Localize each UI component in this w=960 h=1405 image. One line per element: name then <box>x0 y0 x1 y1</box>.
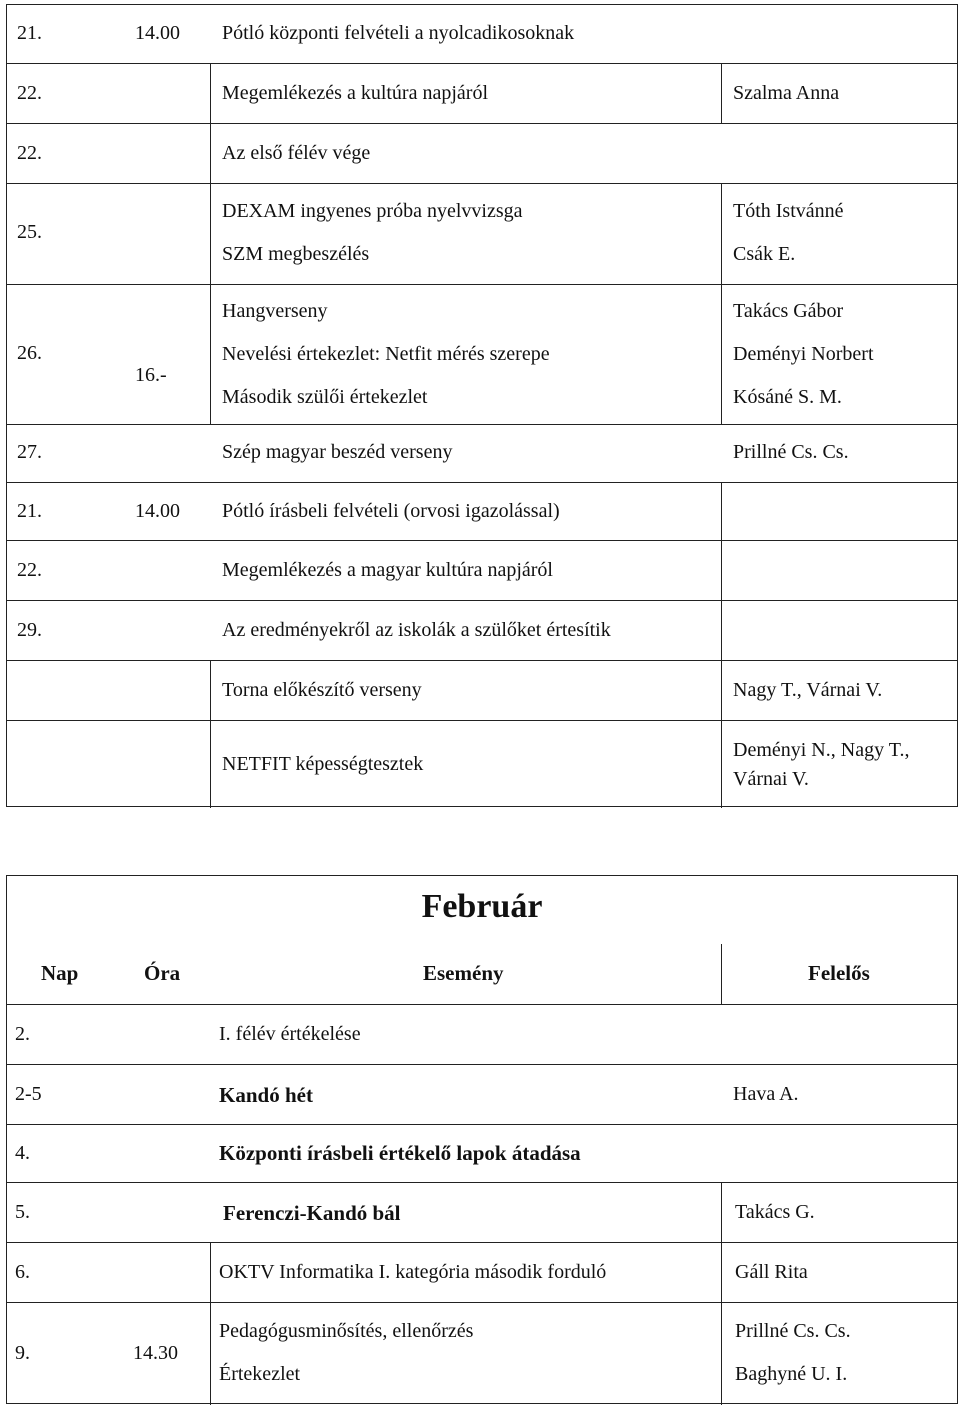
table-row <box>7 63 957 123</box>
day-cell: 27. <box>17 441 42 463</box>
day-cell: 5. <box>15 1201 30 1223</box>
day-cell: 6. <box>15 1261 30 1283</box>
day-cell: 2. <box>15 1023 30 1045</box>
event-cell: Megemlékezés a kultúra napjáról <box>222 82 488 104</box>
event-cell: Az eredményekről az iskolák a szülőket értesítik <box>222 619 611 641</box>
table-row <box>7 1182 957 1242</box>
responsible-cell: Csák E. <box>733 243 796 265</box>
event-cell: Az első félév vége <box>222 142 371 164</box>
event-cell: Központi írásbeli értékelő lapok átadása <box>219 1141 581 1165</box>
table-row <box>7 1124 957 1182</box>
table-row <box>7 5 957 63</box>
event-cell: Pótló írásbeli felvételi (orvosi igazolással) <box>222 500 560 522</box>
table-row <box>7 482 957 540</box>
day-cell: 21. <box>17 22 42 44</box>
day-cell: 26. <box>17 342 42 364</box>
event-cell: Szép magyar beszéd verseny <box>222 441 453 463</box>
header-responsible: Felelős <box>808 961 870 985</box>
day-cell: 22. <box>17 142 42 164</box>
event-cell: Hangverseny <box>222 300 328 322</box>
february-schedule-table <box>6 875 958 1404</box>
event-cell: Pedagógusminősítés, ellenőrzés <box>219 1320 474 1342</box>
responsible-cell: Deményi N., Nagy T., <box>733 739 910 761</box>
responsible-cell: Nagy T., Várnai V. <box>733 679 883 701</box>
table-row <box>7 1302 957 1405</box>
time-cell: 14.00 <box>135 22 180 44</box>
january-schedule-table <box>6 4 958 807</box>
day-cell: 22. <box>17 82 42 104</box>
table-row <box>7 600 957 660</box>
event-cell: NETFIT képességtesztek <box>222 753 424 775</box>
header-row <box>7 944 957 1004</box>
day-cell: 29. <box>17 619 42 641</box>
table-row <box>7 123 957 183</box>
event-cell: Értekezlet <box>219 1363 301 1385</box>
table-row <box>7 720 957 808</box>
table-row <box>7 1004 957 1064</box>
event-cell: Torna előkészítő verseny <box>222 679 422 701</box>
event-cell: Megemlékezés a magyar kultúra napjáról <box>222 559 553 581</box>
event-cell: Nevelési értekezlet: Netfit mérés szerepe <box>222 343 550 365</box>
responsible-cell: Deményi Norbert <box>733 343 874 365</box>
month-title-row <box>7 876 957 944</box>
table-row <box>7 1064 957 1124</box>
table-row <box>7 1242 957 1302</box>
time-cell: 14.30 <box>133 1342 178 1364</box>
time-cell: 14.00 <box>135 500 180 522</box>
table-row <box>7 660 957 720</box>
responsible-cell: Szalma Anna <box>733 82 840 104</box>
event-cell: SZM megbeszélés <box>222 243 370 265</box>
table-row <box>7 540 957 600</box>
responsible-cell: Tóth Istvánné <box>733 200 844 222</box>
table-row <box>7 183 957 284</box>
day-cell: 21. <box>17 500 42 522</box>
day-cell: 2-5 <box>15 1083 42 1105</box>
month-title: Február <box>421 888 543 925</box>
time-cell: 16.- <box>135 364 167 386</box>
event-cell: OKTV Informatika I. kategória második forduló <box>219 1261 607 1283</box>
day-cell: 9. <box>15 1342 30 1364</box>
responsible-cell: Prillné Cs. Cs. <box>733 441 849 463</box>
event-cell: Kandó hét <box>219 1083 313 1107</box>
responsible-cell: Hava A. <box>733 1083 799 1105</box>
table-row <box>7 424 957 482</box>
event-cell: Pótló központi felvételi a nyolcadikosoknak <box>222 22 575 44</box>
header-day: Nap <box>41 961 79 985</box>
event-cell: DEXAM ingyenes próba nyelvvizsga <box>222 200 523 222</box>
event-cell: Ferenczi-Kandó bál <box>223 1201 401 1225</box>
responsible-cell: Várnai V. <box>733 768 809 790</box>
header-time: Óra <box>144 961 181 985</box>
responsible-cell: Kósáné S. M. <box>733 386 842 408</box>
day-cell: 25. <box>17 221 42 243</box>
header-event: Esemény <box>423 961 504 985</box>
table-row <box>7 284 957 424</box>
responsible-cell: Baghyné U. I. <box>735 1363 848 1385</box>
responsible-cell: Takács G. <box>735 1201 815 1223</box>
responsible-cell: Takács Gábor <box>733 300 844 322</box>
event-cell: I. félév értékelése <box>219 1023 361 1045</box>
day-cell: 22. <box>17 559 42 581</box>
responsible-cell: Prillné Cs. Cs. <box>735 1320 851 1342</box>
day-cell: 4. <box>15 1142 30 1164</box>
event-cell: Második szülői értekezlet <box>222 386 428 408</box>
responsible-cell: Gáll Rita <box>735 1261 808 1283</box>
